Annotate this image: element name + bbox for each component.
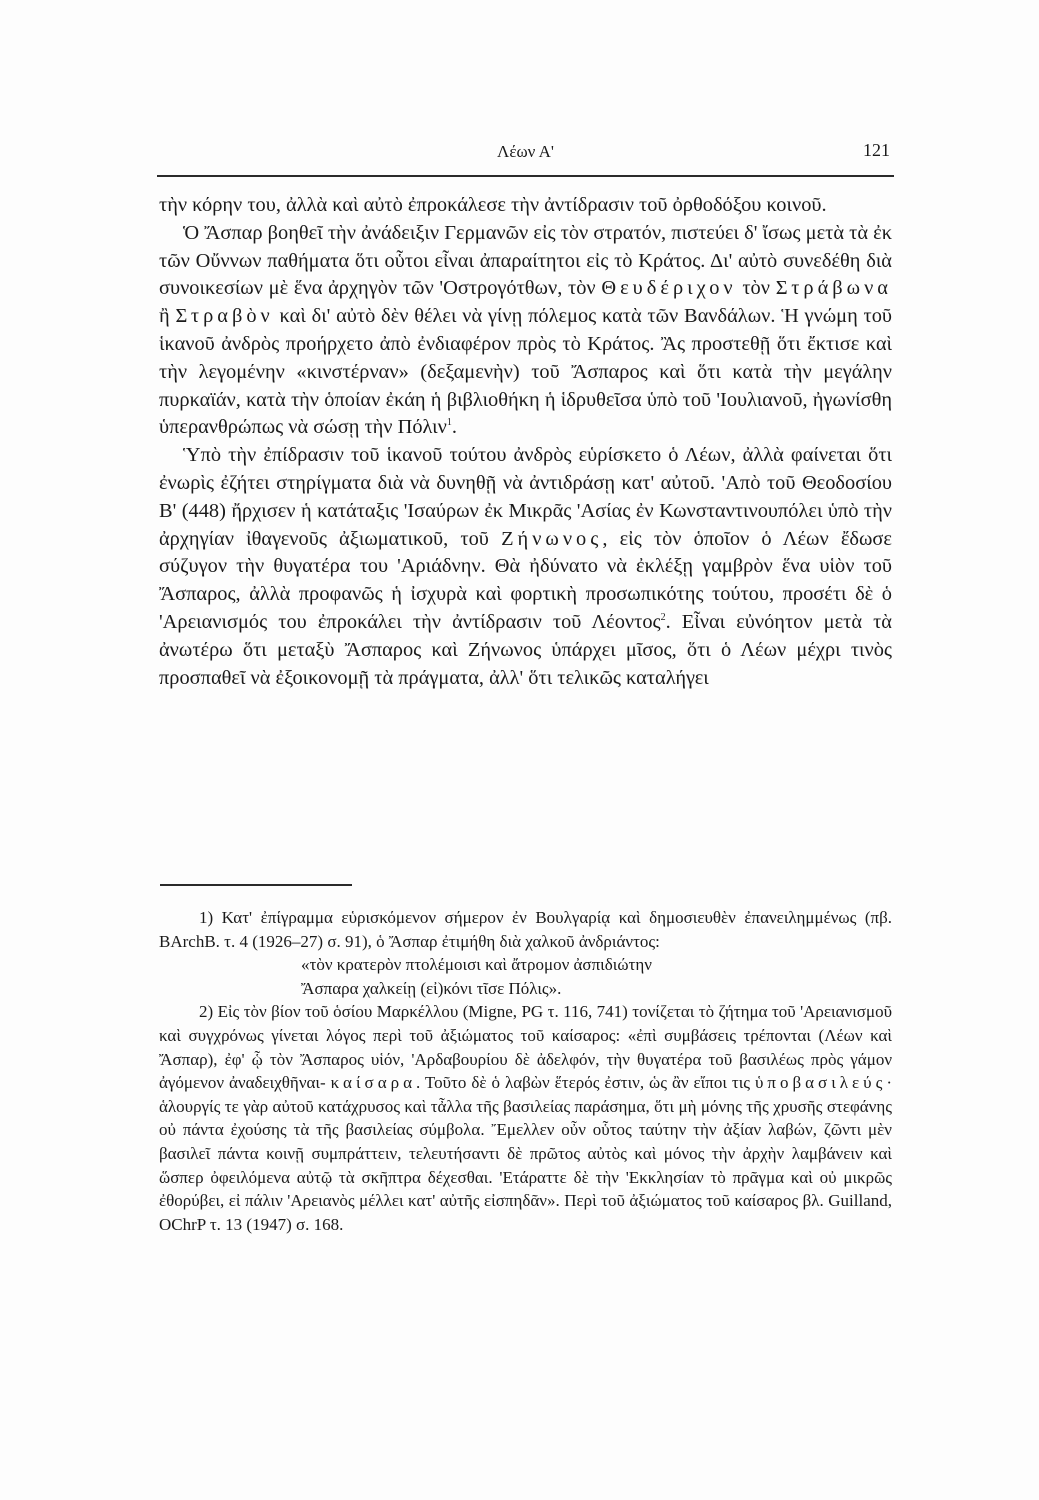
text-run: Ὁ Ἄσπαρ βοηθεῖ τὴν ἀνάδειξιν Γερμανῶν εἰς τὸν στρατόν, πιστεύει δ' ἴσως μετὰ τὰ ἐκ τῶν Οὔννων παθήματα ὅτι οὗτοι εἶναι ἀπαραίτητοι εἰς τὸ Κράτος. Δι' αὐτὸ συνεδέθη διὰ συνοικεσίων μὲ ἕνα ἀρχηγὸν τῶν 'Οστρογότθων, τὸν — [159, 221, 892, 300]
text-run: · ἁλουργίς τε γὰρ αὐτοῦ κατάχρυσος καὶ τἆλλα τῆς βασιλείας παράσημα, ὅτι μὴ μόνης τῆς χρυσῆς στεφάνης οὐ πάντα ἐχούσης τὰ τῆς βασιλείας σύμβολα. Ἔμελλεν οὖν οὗτος ταύτην τὴν ἀξίαν λαβών, ζῶντι μὲν βασιλεῖ πάντα κοινῇ συμπράττειν, τελευτήσαντι δὲ πρῶτος αὐτὸς καὶ μόνος τὴν ἀρχὴν λαμβάνειν καὶ ὥσπερ ὀφειλόμενα αὐτῷ τὰ σκῆπτρα δέχεσθαι. 'Ετάραττε δὲ τὴν 'Εκκλησίαν τὸ πρᾶγμα καὶ οὐ μικρῶς ἐθορύβει, εἰ πάλιν 'Αρειανὸς μέλλει κατ' αὐτῆς εἰσπηδᾶν». Περὶ τοῦ ἀξιώματος τοῦ καίσαρος βλ. Guilland, OChrP τ. 13 (1947) σ. 168. — [159, 1073, 892, 1234]
text-run: . — [451, 416, 457, 439]
main-text — [159, 192, 892, 692]
text-run: . Εἶναι εὐνόητον μετὰ τὰ ἀνωτέρω ὅτι μεταξὺ Ἄσπαρος καὶ Ζήνωνος ὑπάρχει μῖσος, ὅτι ὁ Λέων μέχρι τινὸς προσπαθεῖ νὰ ἐξοικονομῇ τὰ πράγματα, ἀλλ' ὅτι τελικῶς καταλήγει — [159, 610, 892, 689]
paragraph-continued: τὴν κόρην του, ἀλλὰ καὶ αὐτὸ ἐπροκάλεσε τὴν ἀντίδρασιν τοῦ ὀρθοδόξου κοινοῦ. — [159, 194, 827, 216]
spaced-word: καίσαρα — [330, 1073, 416, 1093]
footnote-ref-2[interactable]: 2 — [660, 612, 666, 624]
spaced-name: Στράβωνα — [775, 277, 892, 300]
text-run: τὸν — [736, 277, 776, 300]
header-rule — [157, 175, 894, 177]
spaced-word: ὑποβασιλεύς — [755, 1073, 887, 1093]
spaced-name: Στραβὸν — [175, 305, 274, 328]
text-run: καὶ δι' αὐτὸ δὲν θέλει νὰ γίνῃ πόλεμος κατὰ τῶν Βανδάλων. Ἡ γνώμη τοῦ ἱκανοῦ ἀνδρὸς προήρχετο ἀπὸ ἐνδιαφέρον πρὸς τὸ Κράτος. Ἂς προστεθῇ ὅτι ἔκτισε καὶ τὴν λεγομένην «κινστέρναν» (δεξαμενὴν) τοῦ Ἄσπαρος καὶ ὅτι κατὰ τὴν μεγάλην πυρκαϊάν, κατὰ τὴν ὁποίαν ἐκάη ἡ βιβλιοθήκη ἡ ἱδρυθεῖσα ὑπὸ τοῦ 'Ιουλιανοῦ, ἠγωνίσθη ὑπερανθρώπως νὰ σώσῃ τὴν Πόλιν — [159, 305, 892, 439]
text-run: , εἰς τὸν ὁποῖον ὁ Λέων ἔδωσε σύζυγον τὴν θυγατέρα του 'Αριάδνην. Θὰ ἠδύνατο νὰ ἐκλέξῃ γαμβρὸν ἕνα υἱὸν τοῦ Ἄσπαρος, ἀλλὰ προφανῶς ἡ ἰσχυρὰ καὶ φορτικὴ προσωπικότης τούτου, προσέτι δὲ ὁ 'Αρειανισμός του ἐπροκάλει τὴν ἀντίδρασιν τοῦ Λέοντος — [159, 527, 892, 633]
text-run: Ὑπὸ τὴν ἐπίδρασιν τοῦ ἱκανοῦ τούτου ἀνδρὸς εὑρίσκετο ὁ Λέων, ἀλλὰ φαίνεται ὅτι ἐνωρὶς ἐζήτει στηρίγματα διὰ νὰ δυνηθῇ νὰ ἀντιδράσῃ κατ' αὐτοῦ. 'Απὸ τοῦ Θεοδοσίου Β' (448) ἤρχισεν ἡ κατάταξις 'Ισαύρων ἐκ Μικρᾶς 'Ασίας ἐν Κωνσταντινουπόλει ὑπὸ τὴν ἀρχηγίαν ἰθαγενοῦς ἀξιωματικοῦ, τοῦ — [159, 444, 892, 550]
footnote-1: 1) Κατ' ἐπίγραμμα εὑρισκόμενον σήμερον ἐν Βουλγαρίᾳ καὶ δημοσιευθὲν ἐπανειλημμένως (πβ. BArchB. τ. 4 (1926–27) σ. 91), ὁ Ἄσπαρ ἐτιμήθη διὰ χαλκοῦ ἀνδριάντος: — [159, 908, 892, 951]
text-run: . Τοῦτο δὲ ὁ λαβὼν ἕτερός ἐστιν, ὡς ἂν εἴποι τις — [416, 1073, 755, 1093]
text-run: 2) Εἰς τὸν βίον τοῦ ὁσίου Μαρκέλλου (Migne, PG τ. 116, 741) τονίζεται τὸ ζήτημα τοῦ 'Αρειανισμοῦ καὶ συγχρόνως γίνεται λόγος περὶ τοῦ ἀξιώματος τοῦ καίσαρος: «ἐπὶ συμβάσεις τρέπονται (Λέων καὶ Ἄσπαρ), ἐφ' ᾧ τὸν Ἄσπαρος υἱόν, 'Αρδαβουρίου δὲ ἀδελφόν, τὴν θυγατέρα τοῦ βασιλέως πρὸς γάμον ἀγόμενον ἀναδειχθῆναι- — [159, 1002, 892, 1093]
spaced-name: Θευδέριχον — [601, 277, 737, 300]
footnote-1-verse-line-1: «τὸν κρατερὸν πτολέμοισι καὶ ἄτρομον ἀσπιδιώτην — [301, 955, 652, 975]
running-header — [157, 140, 894, 166]
footnote-2 — [159, 1000, 892, 1236]
footnotes — [159, 906, 892, 1236]
paragraph-leo — [159, 442, 892, 692]
footnote-ref-1[interactable]: 1 — [446, 417, 452, 429]
paragraph-aspar — [159, 220, 892, 442]
footnote-1-verse-line-2: Ἄσπαρα χαλκείῃ (εἰ)κόνι τῖσε Πόλις». — [301, 978, 562, 998]
page-number: 121 — [863, 140, 890, 160]
running-title: Λέων Α' — [497, 142, 554, 161]
spaced-name: Ζήνωνος — [501, 527, 603, 550]
footnote-rule — [160, 884, 352, 886]
text-run: ἢ — [159, 305, 176, 328]
